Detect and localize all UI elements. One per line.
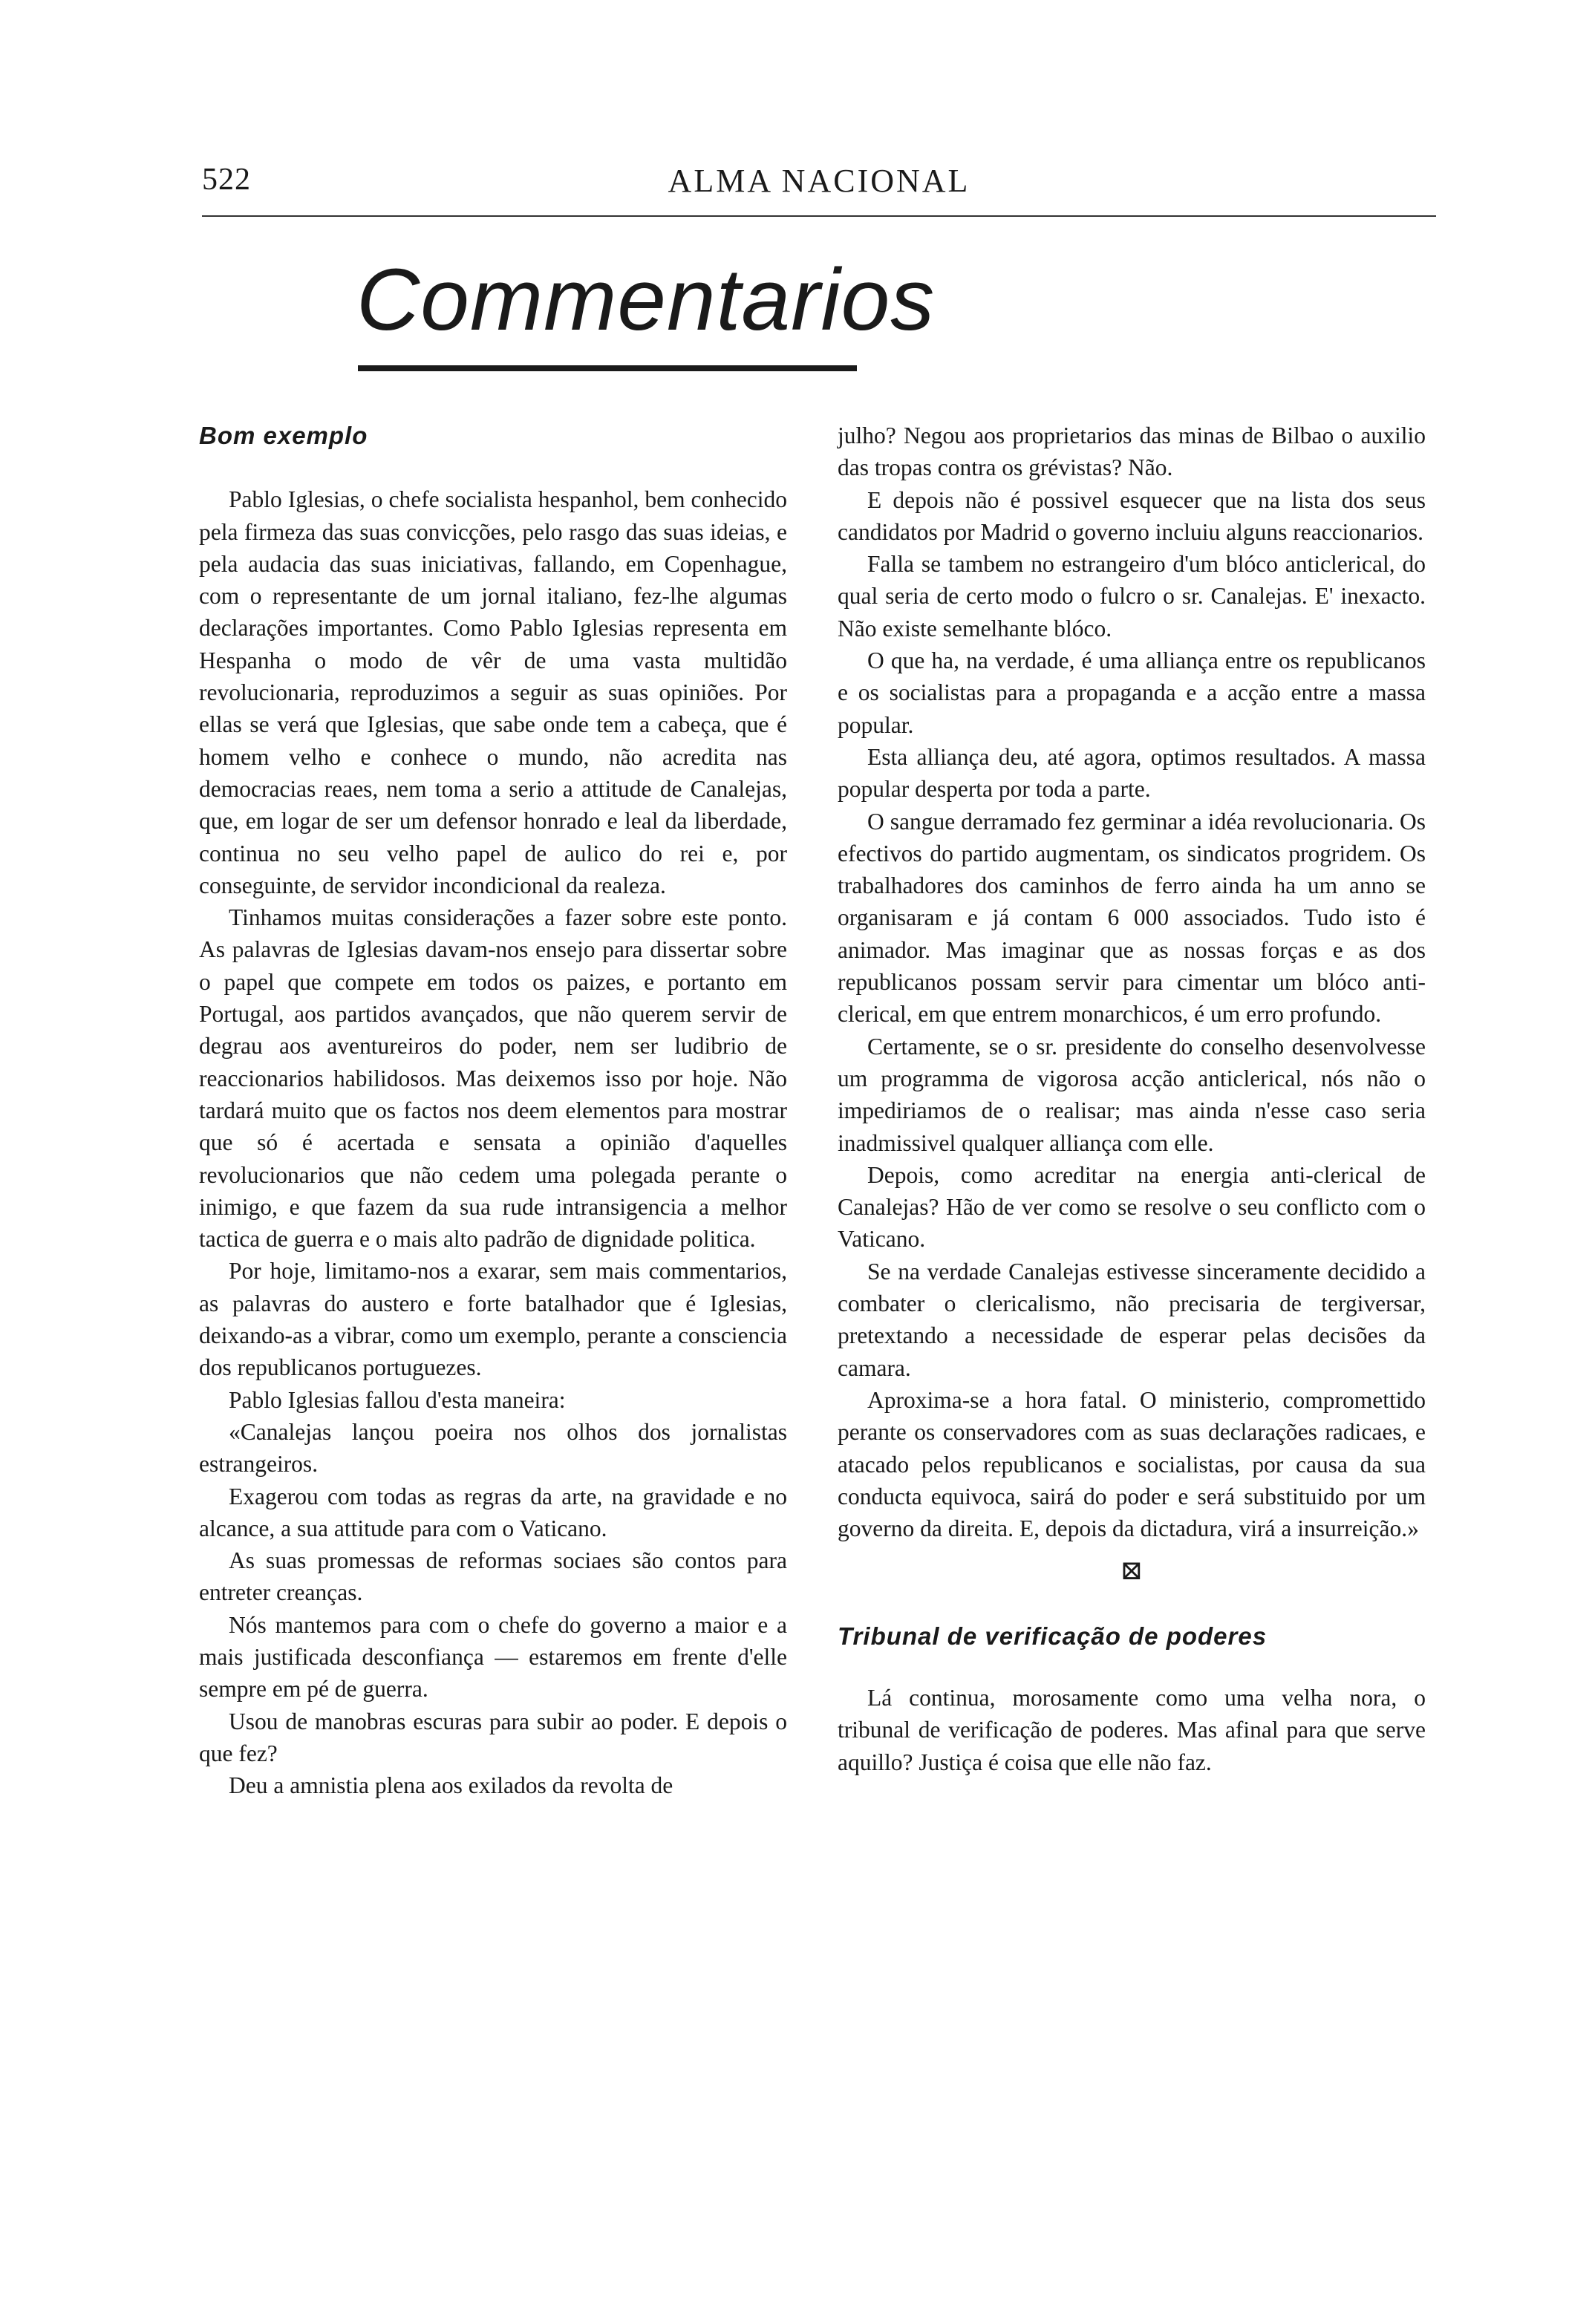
paragraph: Por hoje, limitamo-nos a exarar, sem mais commentarios, as palavras do austero e forte batalhador que é Iglesias, deixando-as a vibrar, como um exemplo, perante a consciencia dos republicanos portuguezes.	[199, 1258, 787, 1381]
paragraph: Esta alliança deu, até agora, optimos resultados. A massa popular desperta por toda a parte.	[838, 743, 1426, 803]
left-column	[199, 420, 787, 1801]
section-title-rule	[358, 365, 857, 371]
ornament-icon: ⊠	[1120, 1556, 1144, 1586]
paragraph: Exagerou com todas as regras da arte, na gravidade e no alcance, a sua attitude para com o Vaticano.	[199, 1483, 787, 1541]
subhead-tribunal: Tribunal de verificação de poderes	[838, 1622, 1268, 1650]
paragraph: Pablo Iglesias fallou d'esta maneira:	[229, 1386, 566, 1413]
page-header	[202, 162, 1436, 206]
paragraph-continued: julho? Negou aos proprietarios das minas de Bilbao o auxilio das tropas contra os grévistas? Não.	[838, 422, 1426, 481]
header-rule	[202, 215, 1436, 217]
paragraph: O que ha, na verdade, é uma alliança entre os republicanos e os socialistas para a propaganda e a acção entre a massa popular.	[838, 647, 1426, 738]
page-number: 522	[202, 163, 251, 197]
paragraph: Depois, como acreditar na energia anti-clerical de Canalejas? Hão de ver como se resolve o seu conflicto com o Vaticano.	[838, 1161, 1426, 1253]
paragraph: Se na verdade Canalejas estivesse sinceramente decidido a combater o clericalismo, não precisaria de tergiversar, pretextando a necessidade de esperar pelas decisões da camara.	[838, 1258, 1426, 1381]
paragraph: Nós mantemos para com o chefe do governo a maior e a mais justificada desconfiança — estaremos em frente d'elle sempre em pé de guerra.	[199, 1611, 787, 1703]
journal-title: ALMA NACIONAL	[668, 163, 970, 199]
paragraph: Lá continua, morosamente como uma velha nora, o tribunal de verificação de poderes. Mas afinal para que serve aquillo? Justiça é coisa que elle não faz.	[838, 1684, 1426, 1775]
paragraph: Tinhamos muitas considerações a fazer sobre este ponto. As palavras de Iglesias davam-nos ensejo para dissertar sobre o papel que compete em todos os paizes, e portanto em Portugal, aos partidos avançados, que não querem servir de degrau aos aventureiros do poder, nem ser ludibrio de reaccionarios habilidosos. Mas deixemos isso por hoje. Não tardará muito que os factos nos deem elementos para mostrar que só é acertada e sensata a opinião d'aquelles revolucionarios que não cedem uma polegada perante o inimigo, e que fazem da sua rude intransigencia a melhor tactica de guerra e o mais alto padrão de dignidade politica.	[199, 904, 787, 1253]
paragraph: «Canalejas lançou poeira nos olhos dos jornalistas estrangeiros.	[199, 1418, 787, 1478]
paragraph: Falla se tambem no estrangeiro d'um blóco anticlerical, do qual seria de certo modo o fulcro o sr. Canalejas. E' inexacto. Não existe semelhante blóco.	[838, 551, 1426, 642]
right-column	[838, 420, 1426, 1778]
paragraph: O sangue derramado fez germinar a idéa revolucionaria. Os efectivos do partido augmentam, os sindicatos progridem. Os trabalhadores dos caminhos de ferro ainda ha um anno se organisaram e já contam 6 000 associados. Tudo isto é animador. Mas imaginar que as nossas forças e as dos republicanos possam servir para cimentar um blóco anti-clerical, em que entrem monarchicos, é um erro profundo.	[838, 808, 1426, 1028]
paragraph: Usou de manobras escuras para subir ao poder. E depois o que fez?	[199, 1708, 787, 1766]
paragraph: Aproxima-se a hora fatal. O ministerio, compromettido perante os conservadores com as suas declarações radicaes, e atacado pelos republicanos e socialistas, por causa da sua conducta equivoca, sairá do poder e será substituido por um governo da direita. E, depois da dictadura, virá a insurreição.»	[838, 1386, 1426, 1542]
paragraph: Deu a amnistia plena aos exilados da revolta de	[229, 1772, 673, 1799]
paragraph: Certamente, se o sr. presidente do conselho desenvolvesse um programma de vigorosa acção anticlerical, nós não o impediriamos de o realisar; mas ainda n'esse caso seria inadmissivel qualquer alliança com elle.	[838, 1033, 1426, 1156]
section-title: Commentarios	[356, 251, 936, 349]
paragraph: Pablo Iglesias, o chefe socialista hespanhol, bem conhecido pela firmeza das suas convicções, pelo rasgo das suas ideias, e pela audacia das suas iniciativas, fallando, em Copenhague, com o representante de um jornal italiano, fez-lhe algumas declarações importantes. Como Pablo Iglesias representa em Hespanha o modo de vêr de uma vasta multidão revolucionaria, reproduzimos a seguir as suas opiniões. Por ellas se verá que Iglesias, que sabe onde tem a cabeça, que é homem velho e conhece o mundo, não acredita nas democracias reaes, nem toma a serio a attitude de Canalejas, que, em logar de ser um defensor honrado e leal da liberdade, continua no seu velho papel de aulico do rei e, por conseguinte, de servidor incondicional da realeza.	[199, 486, 787, 898]
paragraph: E depois não é possivel esquecer que na lista dos seus candidatos por Madrid o governo incluiu alguns reaccionarios.	[838, 486, 1426, 545]
paragraph: As suas promessas de reformas sociaes são contos para entreter creanças.	[199, 1547, 787, 1606]
subhead-bom-exemplo: Bom exemplo	[199, 422, 368, 449]
